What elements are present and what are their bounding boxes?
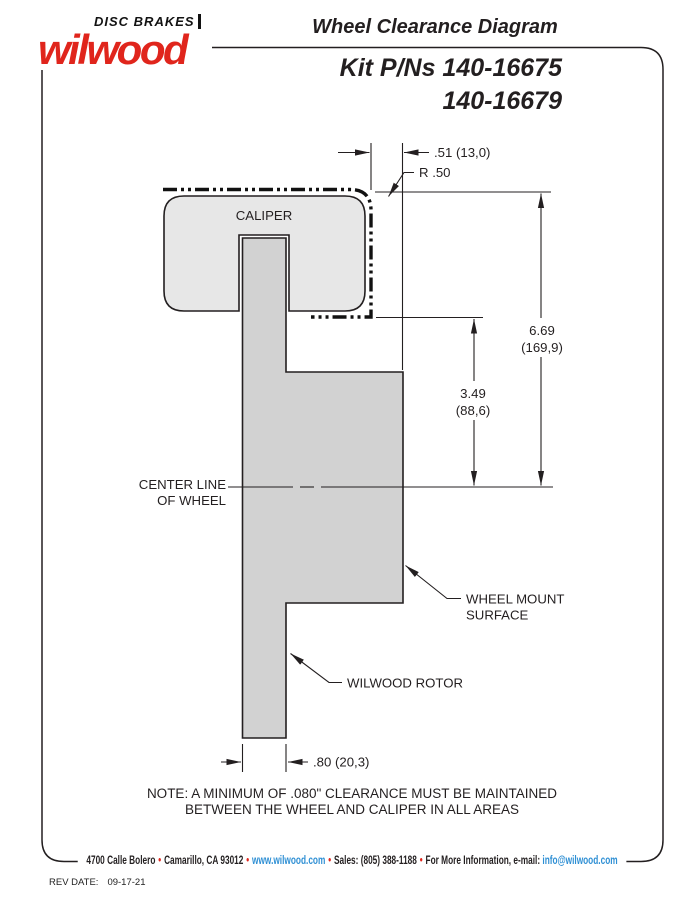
note-line-1: NOTE: A MINIMUM OF .080" CLEARANCE MUST BE MAINTAINED: [146, 786, 558, 801]
footer-separator: •: [419, 855, 423, 867]
logo-tagline: DISC BRAKES: [94, 14, 201, 29]
footer-sales-phone: Sales: (805) 388-1188: [334, 855, 417, 867]
wilwood-wordmark: wilwood: [38, 26, 187, 73]
dim-lower-height-label: 3.49: [460, 386, 486, 401]
centerline-label-line1: CENTER LINE: [138, 477, 226, 492]
footer-separator: •: [246, 855, 250, 867]
footer-separator: •: [158, 855, 162, 867]
footer-address: 4700 Calle Bolero: [86, 855, 156, 867]
dim-lower-height-mm: (88,6): [455, 403, 491, 418]
dim-total-height-label: 6.69: [529, 323, 555, 338]
page-title: Wheel Clearance Diagram: [312, 16, 558, 38]
rotor-hat-shape: [243, 238, 404, 738]
centerline-label-line2: OF WHEEL: [157, 493, 226, 508]
footer-website-link[interactable]: www.wilwood.com: [252, 855, 326, 867]
corner-radius-leader: [389, 173, 415, 197]
wheel-mount-leader: [406, 566, 462, 599]
rotor-leader: [291, 654, 343, 683]
dim-total-height-mm: (169,9): [521, 340, 563, 355]
footer-email-link[interactable]: info@wilwood.com: [542, 855, 618, 867]
dim-corner-radius-label: R .50: [419, 165, 451, 180]
footer-contact-line: [78, 853, 627, 870]
wheel-mount-label-line1: WHEEL MOUNT: [466, 591, 565, 607]
note-line-2: BETWEEN THE WHEEL AND CALIPER IN ALL AREAS: [184, 802, 520, 818]
dim-caliper-offset-label: .51 (13,0): [434, 145, 491, 160]
kit-line-1: Kit P/Ns 140-16675: [339, 54, 562, 82]
footer-city: Camarillo, CA 93012: [164, 855, 244, 867]
clearance-note: [45, 786, 659, 819]
rev-date: [49, 877, 145, 888]
wilwood-logo: [38, 13, 201, 73]
footer-separator: •: [328, 855, 332, 867]
kit-part-numbers: [340, 52, 562, 117]
rotor-label: WILWOOD ROTOR: [347, 675, 463, 691]
dim-rotor-thickness-label: .80 (20,3): [313, 754, 370, 770]
rev-date-label: REV DATE:: [49, 877, 99, 888]
footer-info-text: For More Information, e-mail:: [425, 855, 541, 867]
caliper-label: CALIPER: [235, 208, 293, 223]
kit-line-2: 140-16679: [442, 86, 562, 115]
wheel-mount-label-line2: SURFACE: [466, 607, 529, 623]
rev-date-value: 09-17-21: [107, 877, 146, 888]
